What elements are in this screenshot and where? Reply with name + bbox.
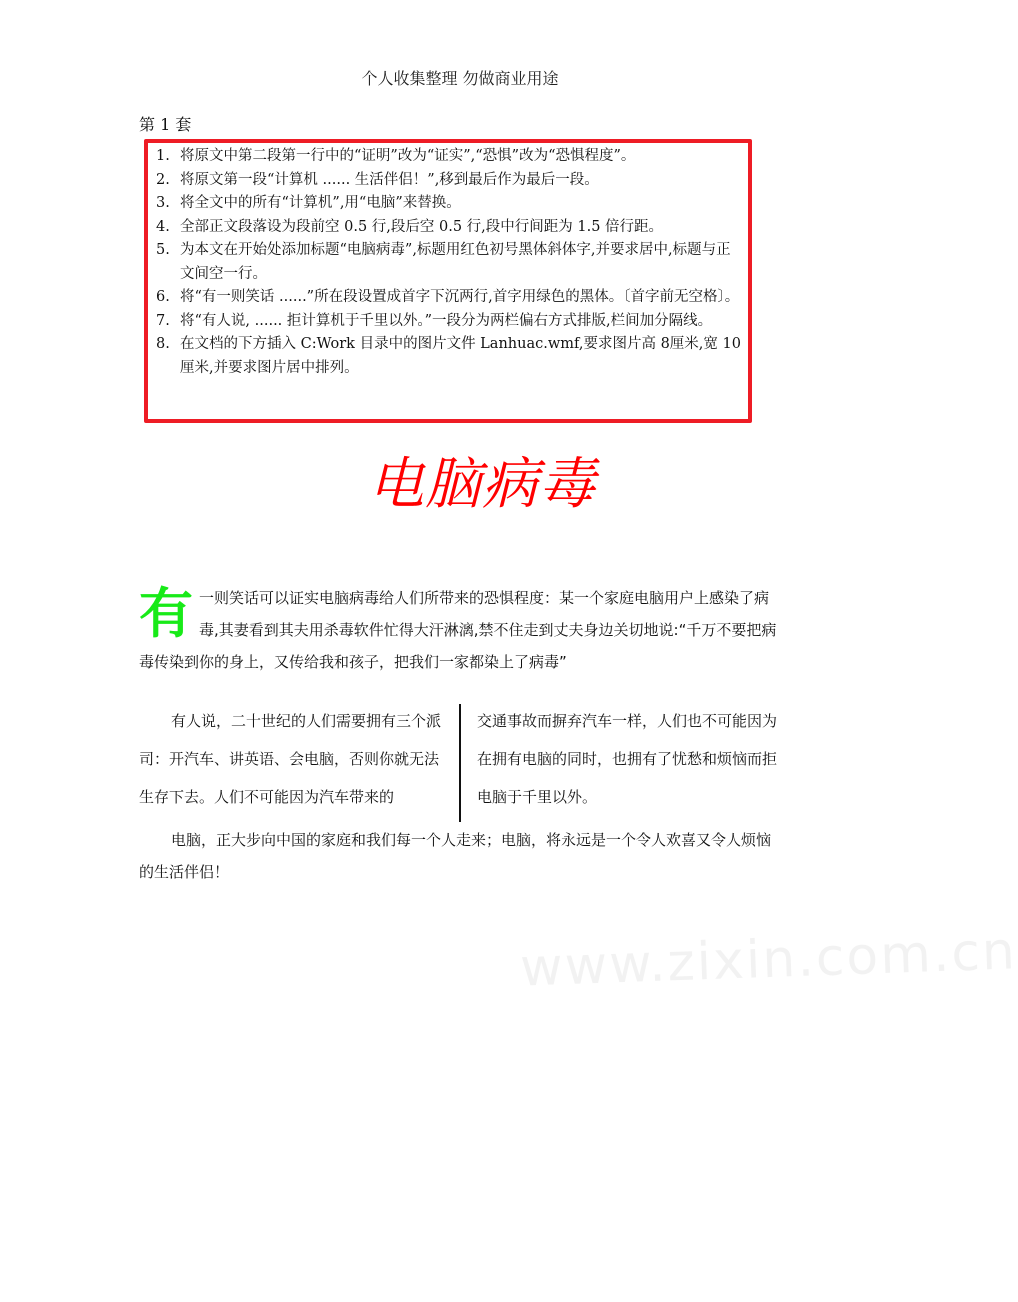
task-item xyxy=(156,333,742,380)
task-number: 6. xyxy=(156,289,170,305)
column-right: 交通事故而摒弃汽车一样，人们也不可能因为在拥有电脑的同时，也拥有了忧愁和烦恼而拒电脑于千里以外。 xyxy=(477,712,778,806)
drop-cap: 有 xyxy=(139,582,193,645)
task-box xyxy=(144,139,752,423)
task-item xyxy=(156,310,742,334)
set-label: 第 1 套 xyxy=(139,115,192,134)
task-text: 将原文第一段“计算机 ...... 生活伴侣！”,移到最后作为最后一段。 xyxy=(180,171,599,188)
task-item xyxy=(156,216,742,240)
watermark: www.zixin.com.cn xyxy=(519,921,1018,999)
task-text: 在文档的下方插入 C:Work 目录中的图片文件 Lanhuac.wmf,要求图片高 8厘米,宽 10 厘米,并要求图片居中排列。 xyxy=(180,336,741,376)
task-number: 4. xyxy=(156,218,170,235)
task-number: 1. xyxy=(156,148,170,164)
task-text: 将“有人说, ...... 拒计算机于千里以外。”一段分为两栏偏右方式排版,栏间加分隔线。 xyxy=(180,312,713,329)
task-number: 2. xyxy=(156,171,170,188)
column-divider xyxy=(459,704,461,822)
two-column-section xyxy=(139,702,782,822)
task-item xyxy=(156,169,742,193)
task-item xyxy=(156,145,742,169)
task-text: 将“有一则笑话 ......”所在段设置成首字下沉两行,首字用绿色的黑体。〔首字前无空格〕。 xyxy=(180,289,740,305)
task-number: 7. xyxy=(156,312,170,329)
task-text: 全部正文段落设为段前空 0.5 行,段后空 0.5 行,段中行间距为 1.5 倍行距。 xyxy=(180,218,664,235)
paragraph-closing: 电脑，正大步向中国的家庭和我们每一个人走来；电脑，将永远是一个令人欢喜又令人烦恼的生活伴侣！ xyxy=(139,831,772,881)
task-number: 8. xyxy=(156,336,170,352)
task-text: 为本文在开始处添加标题“电脑病毒”,标题用红色初号黑体斜体字,并要求居中,标题与正文间空一行。 xyxy=(180,242,731,282)
task-text: 将全文中的所有“计算机”,用“电脑”来替换。 xyxy=(180,195,461,211)
task-item xyxy=(156,192,742,216)
task-number: 3. xyxy=(156,195,170,211)
task-item xyxy=(156,239,742,286)
task-item xyxy=(156,286,742,310)
header-note: 个人收集整理 勿做商业用途 xyxy=(361,69,559,88)
column-left: 有人说，二十世纪的人们需要拥有三个派司：开汽车、讲英语、会电脑，否则你就无法生存下去。人们不可能因为汽车带来的 xyxy=(139,712,442,806)
document-title: 电脑病毒 xyxy=(368,452,596,517)
paragraph-dropcap xyxy=(139,582,782,678)
task-text: 将原文中第二段第一行中的“证明”改为“证实”,“恐惧”改为“恐惧程度”。 xyxy=(180,148,636,164)
task-number: 5. xyxy=(156,242,170,258)
task-list xyxy=(156,145,742,380)
paragraph-text: 一则笑话可以证实电脑病毒给人们所带来的恐惧程度：某一个家庭电脑用户上感染了病毒,其妻看到其夫用杀毒软件忙得大汗淋漓,禁不住走到丈夫身边关切地说:“千万不要把病毒传染到你的身上，又传给我和孩子，把我们一家都染上了病毒” xyxy=(139,589,777,671)
